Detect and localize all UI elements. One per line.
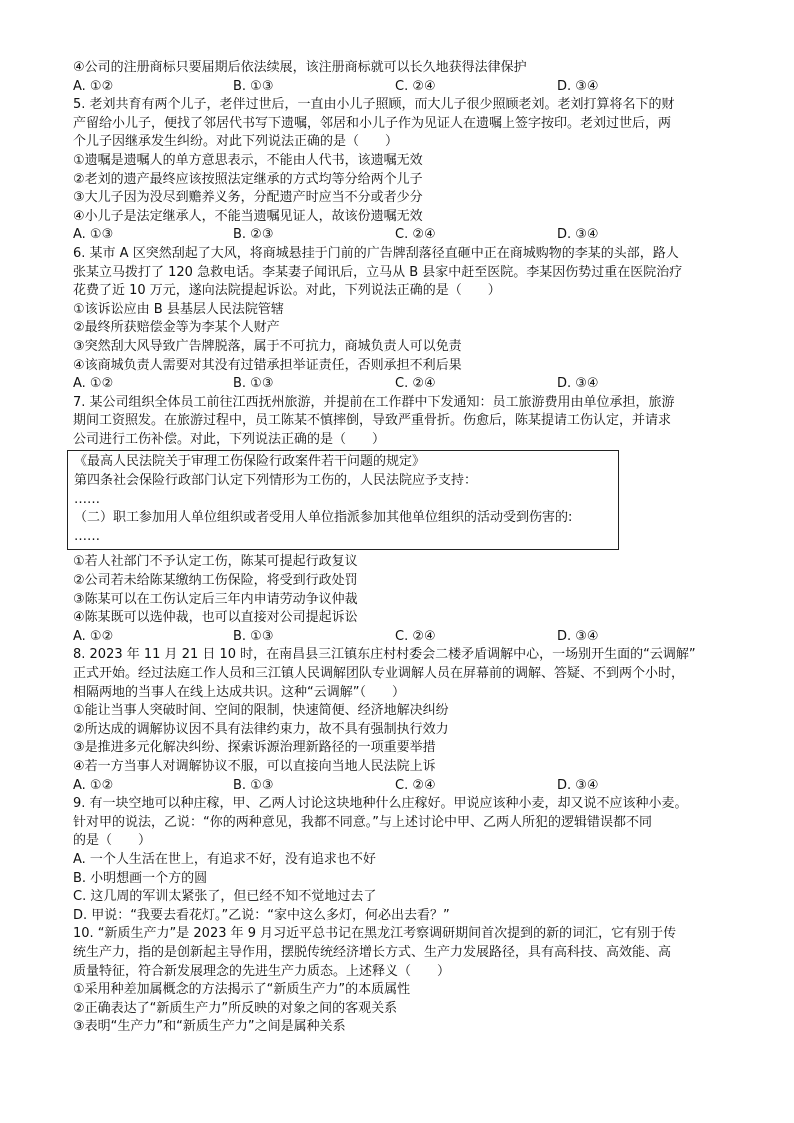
q8-choice-b: B. ①③ xyxy=(233,777,274,793)
q6-option-2: ②最终所获赔偿金等为李某个人财产 xyxy=(73,320,280,336)
question-7 xyxy=(73,394,718,647)
question-4-tail xyxy=(73,59,718,96)
q6-option-4: ④该商城负责人需要对其没有过错承担举证责任，否则承担不利后果 xyxy=(73,357,462,373)
q5-stem-line-2: 产留给小儿子，便找了邻居代书写下遗嘱，邻居和小儿子作为见证人在遗嘱上签字按印。老刘过世后，两 xyxy=(73,115,672,131)
q4-choices xyxy=(73,78,718,97)
q5-choices xyxy=(73,226,718,245)
q4-choice-b: B. ①③ xyxy=(233,78,274,94)
q4-choice-c: C. ②④ xyxy=(395,78,436,94)
q7-stem-line-3: 公司进行工伤补偿。对此，下列说法正确的是（ ） xyxy=(73,431,386,447)
q8-choice-c: C. ②④ xyxy=(395,777,436,793)
q5-choice-c: C. ②④ xyxy=(395,227,436,243)
q8-option-1: ①能让当事人突破时间、空间的限制，快速简便、经济地解决纠纷 xyxy=(73,703,449,719)
q9-option-a: A. 一个人生活在世上，有追求不好，没有追求也不好 xyxy=(73,851,376,867)
q6-choice-b: B. ①③ xyxy=(233,376,274,392)
q6-choice-a: A. ①② xyxy=(73,376,114,392)
q7-option-4: ④陈某既可以选仲裁，也可以直接对公司提起诉讼 xyxy=(73,610,358,626)
q5-choice-d: D. ③④ xyxy=(557,227,599,243)
question-8 xyxy=(73,646,718,795)
q7-box-line-4: （二）职工参加用人单位组织或者受用人单位指派参加其他单位组织的活动受到伤害的: xyxy=(74,510,573,526)
q9-stem-line-1: 9. 有一块空地可以种庄稼，甲、乙两人讨论这块地种什么庄稼好。甲说应该种小麦，却又说不应该种小麦。 xyxy=(73,796,688,812)
q7-option-2: ②公司若未给陈某缴纳工伤保险，将受到行政处罚 xyxy=(73,573,358,589)
q5-stem-line-3: 个儿子因继承发生纠纷。对此下列说法正确的是（ ） xyxy=(73,134,399,150)
q8-choice-d: D. ③④ xyxy=(557,777,599,793)
q7-stem-line-2: 期间工资照发。在旅游过程中，员工陈某不慎摔倒，导致严重骨折。伤愈后，陈某提请工伤认定，并请求 xyxy=(73,413,672,429)
q6-choice-c: C. ②④ xyxy=(395,376,436,392)
q8-stem-line-2: 正式开始。经过法庭工作人员和三江镇人民调解团队专业调解人员在屏幕前的调解、答疑、不到两个小时， xyxy=(73,666,685,681)
q4-choice-d: D. ③④ xyxy=(557,78,599,94)
q9-option-d: D. 甲说：“我要去看花灯。”乙说：“家中这么多灯，何必出去看？” xyxy=(73,907,450,923)
q8-option-4: ④若一方当事人对调解协议不服，可以直接向当地人民法院上诉 xyxy=(73,758,436,774)
question-5 xyxy=(73,96,718,245)
question-9 xyxy=(73,795,718,925)
question-10 xyxy=(73,925,718,1037)
q7-box-line-2: 第四条社会保险行政部门认定下列情形为工伤的，人民法院应予支持： xyxy=(74,473,478,489)
q7-box-line-1: 《最高人民法院关于审理工伤保险行政案件若干问题的规定》 xyxy=(74,454,426,470)
q7-choice-a: A. ①② xyxy=(73,628,114,644)
q5-option-4: ④小儿子是法定继承人，不能当遗嘱见证人，故该份遗嘱无效 xyxy=(73,208,423,224)
q7-option-3: ③陈某可以在工伤认定后三年内申请劳动争议仲裁 xyxy=(73,591,358,607)
q5-stem-line-1: 5. 老刘共育有两个儿子，老伴过世后，一直由小儿子照顾，而大儿子很少照顾老刘。老刘打算将名下的财 xyxy=(73,97,675,113)
q9-stem-line-2: 针对甲的说法，乙说：“你的两种意见，我都不同意。”与上述讨论中甲、乙两人所犯的逻辑错误都不同 xyxy=(73,814,652,830)
q4-choice-a: A. ①② xyxy=(73,78,114,94)
q7-stem-line-1: 7. 某公司组织全体员工前往江西抚州旅游，并提前在工作群中下发通知：员工旅游费用由单位承担，旅游 xyxy=(73,394,675,410)
q6-stem-line-1: 6. 某市 A 区突然刮起了大风，将商城悬挂于门前的广告牌刮落径直砸中正在商城购物的李某的头部，路人 xyxy=(73,245,679,261)
q10-stem-line-1: 10. “新质生产力”是 2023 年 9 月习近平总书记在黑龙江考察调研期间首次提到的新的词汇，它有别于传 xyxy=(73,926,677,942)
q8-option-2: ②所达成的调解协议因不具有法律约束力，故不具有强制执行效力 xyxy=(73,721,449,737)
q5-option-1: ①遗嘱是遗嘱人的单方意思表示，不能由人代书，该遗嘱无效 xyxy=(73,152,423,168)
q7-choice-b: B. ①③ xyxy=(233,628,274,644)
q10-stem-line-3: 质量特征，符合新发展理念的先进生产力质态。上述释义（ ） xyxy=(73,963,451,979)
q8-stem-line-1: 8. 2023 年 11 月 21 日 10 时，在南昌县三江镇东庄村村委会二楼矛盾调解中心，一场别开生面的“云调解” xyxy=(73,647,696,663)
q4-statement-4: ④公司的注册商标只要届期后依法续展，该注册商标就可以长久地获得法律保护 xyxy=(73,60,527,75)
q10-option-3: ③表明“生产力”和“新质生产力”之间是属种关系 xyxy=(73,1019,346,1035)
q6-option-1: ①该诉讼应由 B 县基层人民法院管辖 xyxy=(73,301,284,317)
q8-choices xyxy=(73,777,718,796)
question-6 xyxy=(73,245,718,394)
q5-option-3: ③大儿子因为没尽到赡养义务，分配遗产时应当不分或者少分 xyxy=(73,190,423,206)
q7-choice-c: C. ②④ xyxy=(395,628,436,644)
q10-option-1: ①采用种差加属概念的方法揭示了“新质生产力”的本质属性 xyxy=(73,982,411,998)
q9-option-c: C. 这几周的军训太紧张了，但已经不知不觉地过去了 xyxy=(73,889,377,905)
q6-stem-line-3: 花费了近 10 万元，遂向法院提起诉讼。对此，下列说法正确的是（ ） xyxy=(73,283,501,299)
q7-choices xyxy=(73,628,718,647)
q6-stem-line-2: 张某立马拨打了 120 急救电话。李某妻子闻讯后，立马从 B 县家中赶至医院。李某因伤势过重在医院治疗 xyxy=(73,264,683,280)
q7-option-1: ①若人社部门不予认定工伤，陈某可提起行政复议 xyxy=(73,554,358,570)
q5-choice-a: A. ①③ xyxy=(73,227,114,243)
q6-choice-d: D. ③④ xyxy=(557,376,599,392)
q7-box-line-3: …… xyxy=(74,491,100,507)
q6-choices xyxy=(73,375,718,394)
exam-page xyxy=(73,59,718,1037)
q6-option-3: ③突然刮大风导致广告牌脱落，属于不可抗力，商城负责人可以免责 xyxy=(73,338,462,354)
q7-regulation-box xyxy=(67,450,619,550)
q10-option-2: ②正确表达了“新质生产力”所反映的对象之间的客观关系 xyxy=(73,1000,398,1016)
q9-stem-line-3: 的是（ ） xyxy=(73,833,152,849)
q10-stem-line-2: 统生产力，指的是创新起主导作用，摆脱传统经济增长方式、生产力发展路径，具有高科技、高效能、高 xyxy=(73,944,672,960)
q8-choice-a: A. ①② xyxy=(73,777,114,793)
q5-option-2: ②老刘的遗产最终应该按照法定继承的方式均等分给两个儿子 xyxy=(73,171,423,187)
q9-option-b: B. 小明想画一个方的圆 xyxy=(73,870,208,886)
q7-box-line-5: …… xyxy=(74,528,100,544)
q7-choice-d: D. ③④ xyxy=(557,628,599,644)
q8-option-3: ③是推进多元化解决纠纷、探索诉源治理新路径的一项重要举措 xyxy=(73,740,436,756)
q8-stem-line-3: 相隔两地的当事人在线上达成共识。这种“云调解”（ ） xyxy=(73,684,405,700)
q5-choice-b: B. ②③ xyxy=(233,227,274,243)
